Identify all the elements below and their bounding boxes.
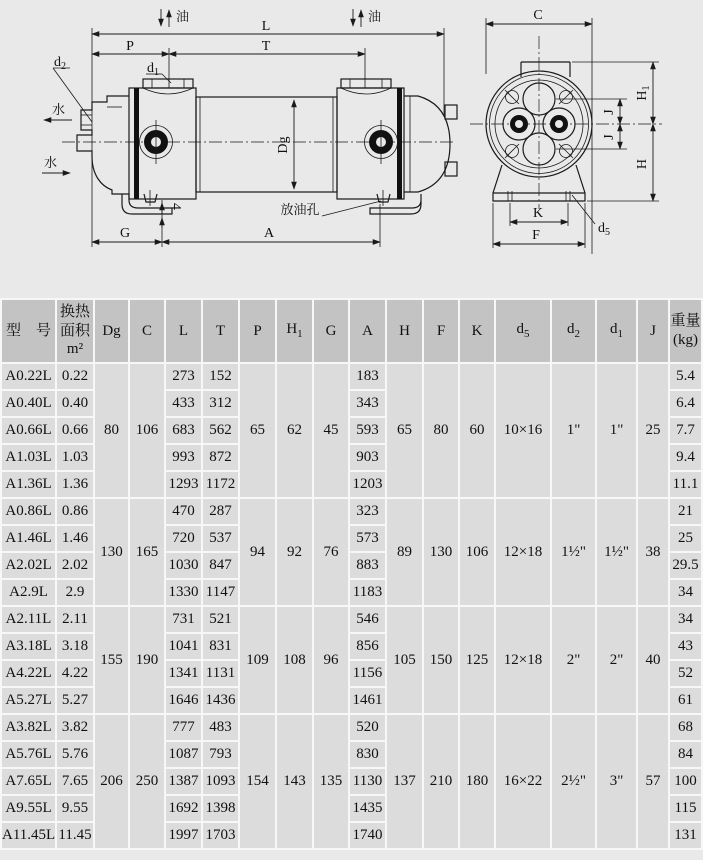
cell-c: 250 (130, 715, 164, 848)
cell-a: 856 (350, 634, 385, 659)
cell-a: 593 (350, 418, 385, 443)
cell-model: A5.27L (2, 688, 55, 713)
cell-f: 210 (424, 715, 458, 848)
cell-p: 109 (240, 607, 275, 713)
dim-label-H1: $H_1$ (635, 85, 652, 101)
cell-t: 872 (203, 445, 238, 470)
cell-area: 7.65 (57, 769, 93, 794)
cell-a: 1461 (350, 688, 385, 713)
cell-d2: 2½" (552, 715, 595, 848)
cell-area: 1.46 (57, 526, 93, 551)
cell-d1: 2" (597, 607, 636, 713)
cell-j: 57 (638, 715, 668, 848)
right-end-cap (404, 96, 450, 192)
cell-a: 520 (350, 715, 385, 740)
cell-d1: 1½" (597, 499, 636, 605)
cell-t: 1147 (203, 580, 238, 605)
col-header-g: G (314, 300, 348, 362)
cell-a: 1130 (350, 769, 385, 794)
cell-l: 470 (166, 499, 201, 524)
cell-h: 105 (387, 607, 422, 713)
dim-label-G: G (119, 226, 131, 241)
cell-d5: 12×18 (496, 607, 550, 713)
cell-t: 1093 (203, 769, 238, 794)
cell-model: A2.11L (2, 607, 55, 632)
cell-weight: 61 (670, 688, 701, 713)
cell-area: 2.11 (57, 607, 93, 632)
cell-d5: 16×22 (496, 715, 550, 848)
cell-weight: 5.4 (670, 364, 701, 389)
col-header-area: 换热面积 m² (57, 300, 93, 362)
cell-model: A5.76L (2, 742, 55, 767)
table-row (2, 607, 701, 632)
cell-h1: 108 (277, 607, 312, 713)
cell-area: 0.22 (57, 364, 93, 389)
dim-label-d5: $d_5$ (598, 221, 610, 238)
col-header-model: 型 号 (2, 300, 55, 362)
right-drain-plug (377, 194, 390, 202)
cell-p: 154 (240, 715, 275, 848)
cell-model: A0.66L (2, 418, 55, 443)
cell-l: 1330 (166, 580, 201, 605)
left-foot (122, 194, 172, 214)
table-row (2, 364, 701, 389)
cell-weight: 84 (670, 742, 701, 767)
col-header-j: J (638, 300, 668, 362)
side-view-drawing (4, 4, 459, 262)
cell-a: 1435 (350, 796, 385, 821)
cell-dg: 80 (95, 364, 128, 497)
cell-model: A2.9L (2, 580, 55, 605)
col-header-weight: 重量 (kg) (670, 300, 701, 362)
cell-area: 11.45 (57, 823, 93, 848)
cell-t: 1703 (203, 823, 238, 848)
water-box (77, 96, 129, 194)
dim-C (486, 8, 592, 24)
dim-label-4: 4 (168, 203, 183, 210)
cell-weight: 9.4 (670, 445, 701, 470)
shell (196, 97, 337, 192)
cell-l: 777 (166, 715, 201, 740)
dim-label-L: L (261, 19, 271, 34)
drain-hole-label: 放油孔 (280, 202, 320, 217)
cell-d1: 1" (597, 364, 636, 497)
cell-weight: 34 (670, 580, 701, 605)
dim-T (169, 39, 365, 54)
cell-area: 2.9 (57, 580, 93, 605)
table-row (2, 715, 701, 740)
cell-model: A7.65L (2, 769, 55, 794)
cell-g: 45 (314, 364, 348, 497)
left-port (140, 120, 173, 164)
cell-l: 1997 (166, 823, 201, 848)
cell-t: 483 (203, 715, 238, 740)
oil-flow-arrows-right (353, 9, 381, 27)
cell-j: 25 (638, 364, 668, 497)
cell-t: 537 (203, 526, 238, 551)
cell-weight: 100 (670, 769, 701, 794)
cell-area: 3.82 (57, 715, 93, 740)
cell-l: 1030 (166, 553, 201, 578)
dim-label-H: H (635, 158, 650, 170)
cell-t: 287 (203, 499, 238, 524)
cell-area: 9.55 (57, 796, 93, 821)
cell-a: 1203 (350, 472, 385, 497)
cell-k: 106 (460, 499, 494, 605)
cell-a: 903 (350, 445, 385, 470)
cell-d5: 10×16 (496, 364, 550, 497)
end-view-drawing (462, 4, 700, 262)
cell-c: 106 (130, 364, 164, 497)
cell-h: 137 (387, 715, 422, 848)
cell-model: A4.22L (2, 661, 55, 686)
cell-area: 0.40 (57, 391, 93, 416)
cell-t: 521 (203, 607, 238, 632)
cell-area: 1.36 (57, 472, 93, 497)
cell-a: 343 (350, 391, 385, 416)
cell-d2: 1½" (552, 499, 595, 605)
col-header-p: P (240, 300, 275, 362)
cell-f: 80 (424, 364, 458, 497)
dim-label-Dg: Dg (276, 136, 291, 154)
cell-t: 1398 (203, 796, 238, 821)
dim-P (92, 39, 169, 54)
cell-l: 1341 (166, 661, 201, 686)
cell-d2: 2" (552, 607, 595, 713)
col-header-d2: $d_2$ (552, 300, 595, 362)
dim-label-J: J (602, 134, 617, 140)
dim-label-J: J (602, 109, 617, 115)
col-header-d5: $d_5$ (496, 300, 550, 362)
cell-p: 65 (240, 364, 275, 497)
dim-H1 (635, 62, 653, 124)
cell-weight: 115 (670, 796, 701, 821)
cell-a: 1156 (350, 661, 385, 686)
cell-f: 150 (424, 607, 458, 713)
cell-a: 883 (350, 553, 385, 578)
cell-area: 3.18 (57, 634, 93, 659)
cell-a: 1740 (350, 823, 385, 848)
dim-F (493, 228, 585, 244)
cell-g: 76 (314, 499, 348, 605)
cell-area: 4.22 (57, 661, 93, 686)
cell-l: 273 (166, 364, 201, 389)
cell-l: 1087 (166, 742, 201, 767)
cell-model: A0.40L (2, 391, 55, 416)
cell-weight: 21 (670, 499, 701, 524)
cell-t: 793 (203, 742, 238, 767)
cell-l: 1293 (166, 472, 201, 497)
cell-weight: 52 (670, 661, 701, 686)
cell-weight: 68 (670, 715, 701, 740)
col-header-t: T (203, 300, 238, 362)
cell-t: 312 (203, 391, 238, 416)
dim-label-d1: $d_1$ (147, 61, 159, 78)
cell-weight: 25 (670, 526, 701, 551)
cell-t: 152 (203, 364, 238, 389)
cell-t: 831 (203, 634, 238, 659)
cell-a: 1183 (350, 580, 385, 605)
dim-label-T: T (261, 39, 271, 54)
cell-d2: 1" (552, 364, 595, 497)
water-out-arrow (44, 102, 72, 120)
cell-dg: 206 (95, 715, 128, 848)
cell-g: 135 (314, 715, 348, 848)
cell-h: 89 (387, 499, 422, 605)
header-row (2, 300, 701, 362)
water-in-arrow (42, 155, 70, 173)
right-port (365, 120, 398, 164)
oil-label: 油 (368, 9, 382, 24)
cell-model: A9.55L (2, 796, 55, 821)
cell-j: 40 (638, 607, 668, 713)
dim-Dg (276, 100, 294, 189)
cell-model: A3.18L (2, 634, 55, 659)
col-header-h: H (387, 300, 422, 362)
cell-d5: 12×18 (496, 499, 550, 605)
cell-weight: 7.7 (670, 418, 701, 443)
cell-h1: 92 (277, 499, 312, 605)
cell-weight: 29.5 (670, 553, 701, 578)
cell-area: 2.02 (57, 553, 93, 578)
cell-a: 830 (350, 742, 385, 767)
col-header-d1: $d_1$ (597, 300, 636, 362)
dim-label-A: A (263, 226, 275, 241)
table-row (2, 499, 701, 524)
right-oil-flange (341, 79, 391, 94)
cell-model: A3.82L (2, 715, 55, 740)
col-header-h1: $H_1$ (277, 300, 312, 362)
cell-area: 5.27 (57, 688, 93, 713)
dim-label-C: C (533, 8, 543, 23)
cell-t: 1172 (203, 472, 238, 497)
col-header-k: K (460, 300, 494, 362)
water-label: 水 (52, 102, 66, 117)
cell-k: 60 (460, 364, 494, 497)
col-header-dg: Dg (95, 300, 128, 362)
cell-model: A0.22L (2, 364, 55, 389)
technical-drawings (0, 0, 703, 298)
dim-label-d2: $d_2$ (54, 55, 66, 72)
cell-a: 573 (350, 526, 385, 551)
col-header-a: A (350, 300, 385, 362)
dim-H (635, 124, 653, 201)
oil-flow-arrows-left (161, 9, 189, 27)
cell-h1: 62 (277, 364, 312, 497)
cell-dg: 130 (95, 499, 128, 605)
cell-k: 180 (460, 715, 494, 848)
cell-area: 1.03 (57, 445, 93, 470)
cell-model: A1.03L (2, 445, 55, 470)
cell-l: 1387 (166, 769, 201, 794)
cell-weight: 131 (670, 823, 701, 848)
cell-l: 720 (166, 526, 201, 551)
cell-a: 323 (350, 499, 385, 524)
left-drain-plug (144, 194, 157, 202)
col-header-l: L (166, 300, 201, 362)
cell-t: 1131 (203, 661, 238, 686)
cell-area: 0.86 (57, 499, 93, 524)
cell-model: A1.46L (2, 526, 55, 551)
cell-c: 190 (130, 607, 164, 713)
cell-weight: 34 (670, 607, 701, 632)
cell-j: 38 (638, 499, 668, 605)
oil-label: 油 (176, 9, 190, 24)
cell-area: 0.66 (57, 418, 93, 443)
dim-label-P: P (126, 39, 134, 54)
col-header-c: C (130, 300, 164, 362)
cell-g: 96 (314, 607, 348, 713)
dim-K (510, 206, 568, 222)
cell-weight: 43 (670, 634, 701, 659)
dim-d1 (146, 61, 171, 83)
cell-h1: 143 (277, 715, 312, 848)
cell-d1: 3" (597, 715, 636, 848)
cell-dg: 155 (95, 607, 128, 713)
cell-model: A1.36L (2, 472, 55, 497)
cell-f: 130 (424, 499, 458, 605)
cell-h: 65 (387, 364, 422, 497)
cell-l: 731 (166, 607, 201, 632)
spec-table (0, 298, 703, 850)
cell-weight: 11.1 (670, 472, 701, 497)
dim-G (92, 226, 162, 242)
cell-l: 1692 (166, 796, 201, 821)
left-oil-flange (143, 79, 193, 94)
cell-t: 847 (203, 553, 238, 578)
dim-J-upper (602, 99, 620, 124)
cell-a: 546 (350, 607, 385, 632)
cell-k: 125 (460, 607, 494, 713)
cell-t: 562 (203, 418, 238, 443)
cell-c: 165 (130, 499, 164, 605)
cell-model: A0.86L (2, 499, 55, 524)
drain-hole-callout (280, 201, 381, 217)
cell-model: A11.45L (2, 823, 55, 848)
dim-J-lower (602, 124, 620, 149)
col-header-f: F (424, 300, 458, 362)
dim-4 (162, 203, 183, 228)
water-label: 水 (44, 155, 58, 170)
dim-A (162, 226, 380, 242)
cell-t: 1436 (203, 688, 238, 713)
dim-L (92, 19, 444, 34)
cell-l: 1041 (166, 634, 201, 659)
cell-l: 993 (166, 445, 201, 470)
cell-l: 1646 (166, 688, 201, 713)
cell-area: 5.76 (57, 742, 93, 767)
dim-label-F: F (532, 228, 540, 243)
cell-model: A2.02L (2, 553, 55, 578)
cell-weight: 6.4 (670, 391, 701, 416)
dim-label-K: K (532, 206, 544, 221)
cell-l: 683 (166, 418, 201, 443)
cell-l: 433 (166, 391, 201, 416)
cell-p: 94 (240, 499, 275, 605)
cell-a: 183 (350, 364, 385, 389)
left-tube-sheet (134, 88, 139, 199)
